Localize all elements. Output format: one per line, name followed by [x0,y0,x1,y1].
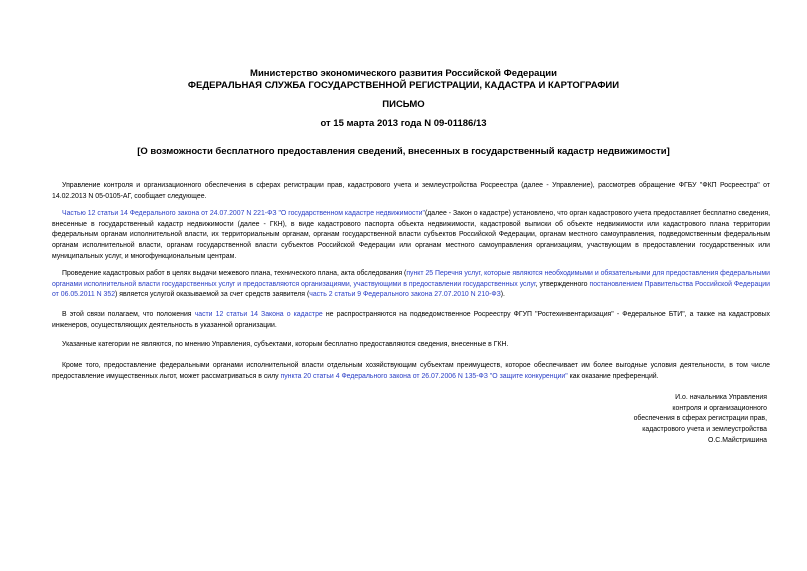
paragraph-6-text-b: как оказание преференций. [567,372,659,380]
paragraph-1 [52,181,770,202]
paragraph-4 [52,310,770,331]
document-date-number: от 15 марта 2013 года N 09-01186/13 [320,118,487,129]
document-subject: [О возможности бесплатного предоставления сведений, внесенных в государственный кадастр недвижимости] [137,146,670,157]
paragraph-3-text-d: ). [500,291,505,299]
paragraph-4-text-b: не распространяются на подведомственное Росреестру ФГУП "Ростехинвентаризация" - Федеральное БТИ", а также на кадастровых инженеров, осуществляющих деятельность в указанной организации. [52,311,770,329]
paragraph-6 [52,361,770,382]
signature-block [527,393,767,447]
signature-position-line-3: обеспечения в сферах регистрации прав, [633,415,767,423]
signature-position-line-4: кадастрового учета и землеустройства [642,426,767,434]
services-list-link[interactable]: пункт 25 Перечня услуг, которые являются необходимыми и обязательными для предоставления федеральными органами исполнительной власти государственных услуг и предоставляются организациями, участвующими в предоставлении государственных услуг [52,270,770,288]
paragraph-3-text-b: , утвержденного [535,280,590,288]
document-type: ПИСЬМО [382,99,425,110]
paragraph-2-text: (далее - Закон о кадастре) установлено, что орган кадастрового учета предоставляет бесплатно сведения, внесенные в государственный кадастр недвижимости (далее - ГКН), в виде кадастрового паспорта объекта недвижимости, кадастровой выписки об объекте недвижимости или кадастрового плана территории федеральным органам исполнительной власти, их территориальным органам, органам государственной власти субъектов Российской Федерации, органам местного самоуправления, подведомственным федеральным органам исполнительной власти, органам государственной власти субъектов Российской Федерации или органам местного самоуправления организациям, участвующим в предоставлении государственных или муниципальных услуг, и многофункциональным центрам. [52,210,771,260]
signature-name: О.С.Майстришина [708,436,767,444]
paragraph-1-text: Управление контроля и организационного обеспечения в сферах регистрации прав, кадастрового учета и землеустройства Росреестра (далее - Управление), рассмотрев обращение ФГБУ "ФКП Росреестра" от 14.02.2013 N 05-0105-АГ, сообщает следующее. [52,182,770,200]
law-135-fz-link[interactable]: пункта 20 статьи 4 Федерального закона от 26.07.2006 N 135-ФЗ "О защите конкуренции" [280,372,568,380]
paragraph-3 [52,269,770,301]
paragraph-3-text-c: ) является услугой оказываемой за счет средств заявителя ( [115,291,310,299]
cadastre-law-part-link[interactable]: части 12 статьи 14 Закона о кадастре [194,311,323,318]
paragraph-6-text-a: Кроме того, предоставление федеральными органами исполнительной власти отдельным хозяйствующим субъектам преимуществ, которое обеспечивает им более выгодные условия деятельности, в том числе предоставление имущественных льгот, может рассматриваться в силу [52,362,770,380]
paragraph-3-text-a: Проведение кадастровых работ в целях выдачи межевого плана, технического плана, акта обследования ( [62,270,407,277]
service-title: ФЕДЕРАЛЬНАЯ СЛУЖБА ГОСУДАРСТВЕННОЙ РЕГИСТРАЦИИ, КАДАСТРА И КАРТОГРАФИИ [187,80,620,91]
law-221-fz-link[interactable]: Частью 12 статьи 14 Федерального закона от 24.07.2007 N 221-ФЗ "О государственном кадастре недвижимости" [62,210,425,217]
law-210-fz-link[interactable]: часть 2 статьи 9 Федерального закона 27.07.2010 N 210-ФЗ [309,291,501,299]
paragraph-5 [52,340,770,351]
paragraph-5-text: Указанные категории не являются, по мнению Управления, субъектами, которым бесплатно предоставляются сведения, внесенные в ГКН. [62,341,509,348]
paragraph-2 [52,209,770,263]
government-decree-link[interactable]: постановлением Правительства Российской Федерации от 06.05.2011 N 352 [52,280,770,299]
signature-position-line-1: И.о. начальника Управления [675,394,767,401]
signature-position-line-2: контроля и организационного [672,404,767,412]
ministry-title: Министерство экономического развития Российской Федерации [250,68,557,79]
paragraph-4-text-a: В этой связи полагаем, что положения [62,311,195,318]
